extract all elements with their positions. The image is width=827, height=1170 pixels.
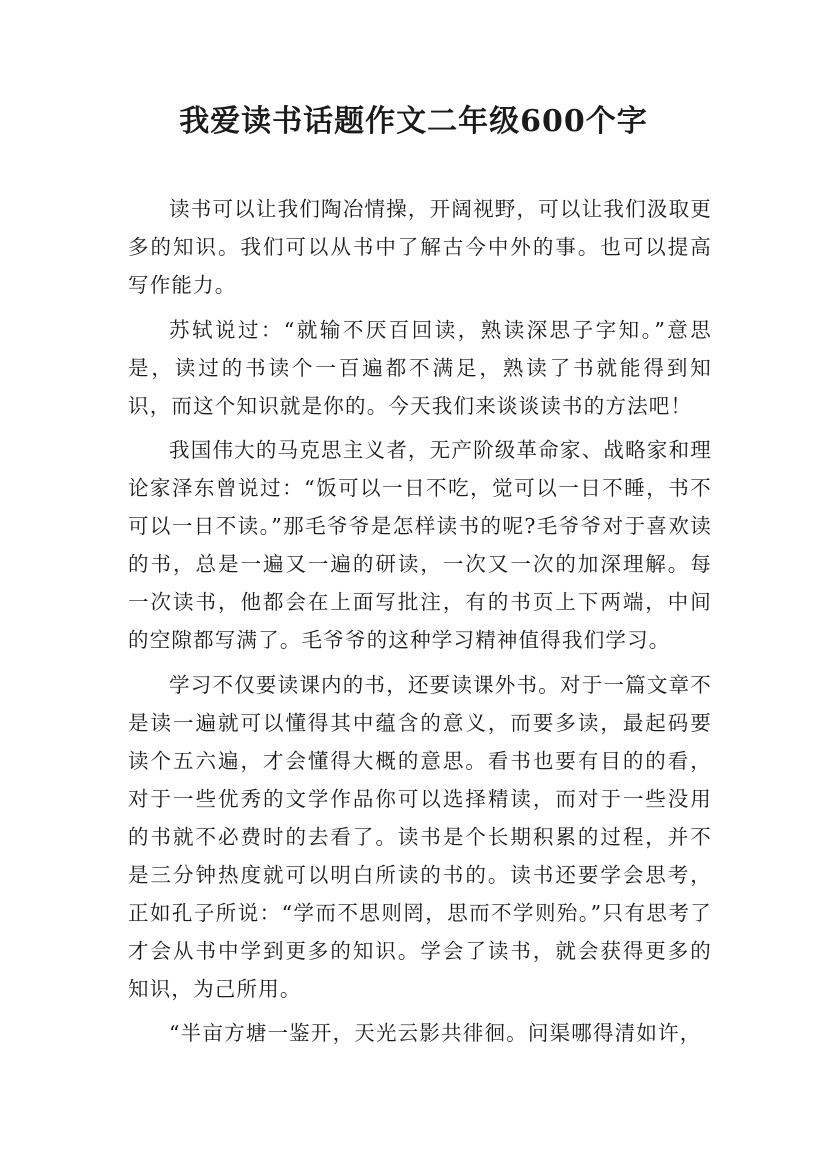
paragraph-1: 读书可以让我们陶冶情操，开阔视野，可以让我们汲取更多的知识。我们可以从书中了解古今中外的事。也可以提高写作能力。 <box>128 197 712 297</box>
page-title: 我爱读书话题作文二年级600个字 <box>179 104 648 139</box>
paragraph-4: 学习不仅要读课内的书，还要读课外书。对于一篇文章不是读一遍就可以懂得其中蕴含的意义，而要多读，最起码要读个五六遍，才会懂得大概的意思。看书也要有目的的看，对于一些优秀的文学作品你可以选择精读，而对于一些没用的书就不必费时的去看了。读书是个长期积累的过程，并不是三分钟热度就可以明白所读的书的。读书还要学会思考，正如孔子所说：“学而不思则罔，思而不学则殆。”只有思考了才会从书中学到更多的知识。学会了读书，就会获得更多的知识，为己所用。 <box>128 672 712 1001</box>
paragraph-5: “半亩方塘一鉴开，天光云影共徘徊。问渠哪得清如许， <box>169 1021 702 1045</box>
paragraph-3: 我国伟大的马克思主义者，无产阶级革命家、战略家和理论家泽东曾说过：“饭可以一日不吃，觉可以一日不睡，书不可以一日不读。”那毛爷爷是怎样读书的呢?毛爷爷对于喜欢读的书，总是一遍又一遍的研读，一次又一次的加深理解。每一次读书，他都会在上面写批注，有的书页上下两端，中间的空隙都写满了。毛爷爷的这种学习精神值得我们学习。 <box>128 438 712 652</box>
paragraph-2: 苏轼说过：“就输不厌百回读，熟读深思子字知。”意思是，读过的书读个一百遍都不满足，熟读了书就能得到知识，而这个知识就是你的。今天我们来谈谈读书的方法吧！ <box>128 317 712 418</box>
article-body <box>128 190 712 1059</box>
